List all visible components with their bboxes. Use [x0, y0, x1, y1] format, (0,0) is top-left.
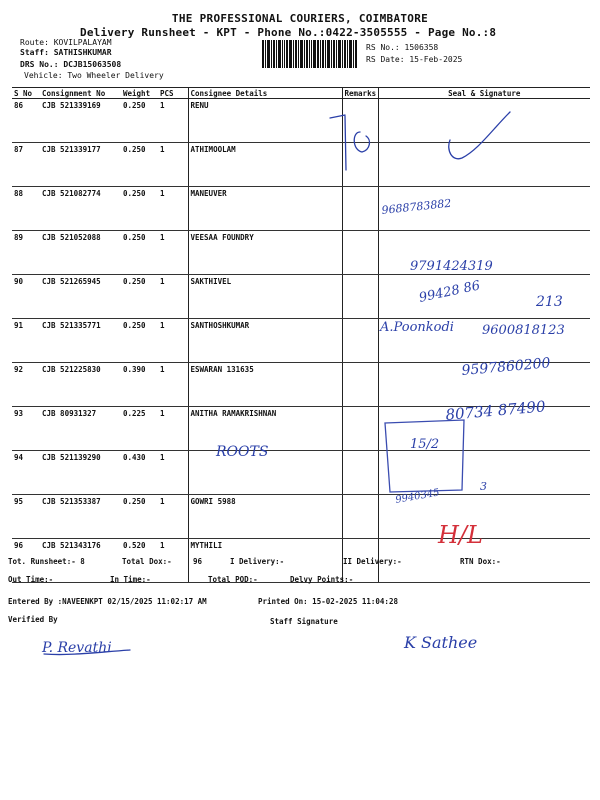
table-row: [12, 319, 590, 363]
table-row: [12, 451, 590, 495]
hl-red-mark: H/L: [438, 521, 483, 549]
cell-sno: 89: [12, 231, 40, 275]
total-dox-value: 96: [193, 557, 203, 566]
barcode-image: [262, 40, 357, 68]
table-row: [12, 143, 590, 187]
cell-sno: 96: [12, 539, 40, 583]
cell-consignee: ATHIMOOLAM: [188, 143, 342, 187]
name-91: A.Poonkodi: [380, 320, 454, 335]
table-row: [12, 231, 590, 275]
cell-remarks: [342, 187, 378, 231]
table-row: [12, 99, 590, 143]
cell-sno: 95: [12, 495, 40, 539]
runsheet-table: [12, 87, 590, 583]
cell-remarks: [342, 319, 378, 363]
cell-remarks: [342, 275, 378, 319]
cell-consignee: GOWRI 5988: [188, 495, 342, 539]
cell-consignee: ANITHA RAMAKRISHNAN: [188, 407, 342, 451]
cell-consignment: CJB 521265945: [40, 275, 121, 319]
cell-weight: 0.430: [121, 451, 158, 495]
cell-pcs: 1: [158, 407, 188, 451]
cell-consignment: CJB 521339177: [40, 143, 121, 187]
cell-pcs: 1: [158, 451, 188, 495]
cell-sno: 90: [12, 275, 40, 319]
cell-consignment: CJB 521082774: [40, 187, 121, 231]
cell-consignment: CJB 521335771: [40, 319, 121, 363]
cell-consignment: CJB 521339169: [40, 99, 121, 143]
phone-91: 9600818123: [482, 323, 565, 338]
ii-delivery: II Delivery:-: [343, 557, 402, 566]
in-time: In Time:-: [110, 575, 151, 584]
col-header-consignee: Consignee Details: [188, 88, 342, 99]
cell-consignee: VEESAA FOUNDRY: [188, 231, 342, 275]
col-header-consignment: Consignment No: [40, 88, 121, 99]
phone-93: 80734 87490: [444, 397, 547, 424]
table-header-row: [12, 88, 590, 99]
cell-consignment: CJB 521225830: [40, 363, 121, 407]
cell-sno: 94: [12, 451, 40, 495]
cell-weight: 0.225: [121, 407, 158, 451]
cell-weight: 0.250: [121, 187, 158, 231]
cell-pcs: 1: [158, 187, 188, 231]
printed-on: Printed On: 15-02-2025 11:04:28: [258, 597, 398, 606]
cell-signature: [378, 451, 590, 495]
out-time: Out Time:-: [8, 575, 54, 584]
drs-label: DRS No.: DCJB15063508: [20, 60, 122, 69]
cell-weight: 0.250: [121, 495, 158, 539]
phone-95: 9940345: [394, 487, 441, 506]
staff-signature: K Sathee: [404, 633, 478, 652]
cell-weight: 0.390: [121, 363, 158, 407]
cell-sno: 91: [12, 319, 40, 363]
cell-signature: [378, 319, 590, 363]
cell-remarks: [342, 231, 378, 275]
col-header-remarks: Remarks: [342, 88, 378, 99]
phone-90: 99428 86: [417, 278, 482, 306]
table-row: [12, 187, 590, 231]
table-row: [12, 275, 590, 319]
cell-signature: [378, 231, 590, 275]
cell-consignment: CJB 521139290: [40, 451, 121, 495]
table-row: [12, 363, 590, 407]
cell-consignment: CJB 521052088: [40, 231, 121, 275]
cell-sno: 92: [12, 363, 40, 407]
phone-88: 9688783882: [380, 196, 452, 217]
cell-weight: 0.520: [121, 539, 158, 583]
route-label: Route: KOVILPALAYAM: [20, 38, 112, 47]
stamp-date: 15/2: [410, 437, 440, 452]
cell-weight: 0.250: [121, 275, 158, 319]
cell-remarks: [342, 363, 378, 407]
col-header-weight: Weight: [121, 88, 158, 99]
rtn-dox: RTN Dox:-: [460, 557, 501, 566]
cell-pcs: 1: [158, 495, 188, 539]
total-dox-label: Total Dox:-: [122, 557, 172, 566]
runsheet-title: Delivery Runsheet - KPT - Phone No.:0422-3505555 - Page No.:8: [80, 26, 497, 39]
number-3: 3: [480, 480, 487, 493]
cell-pcs: 1: [158, 99, 188, 143]
cell-consignee: SANTHOSHKUMAR: [188, 319, 342, 363]
cell-consignment: CJB 80931327: [40, 407, 121, 451]
cell-consignee: SAKTHIVEL: [188, 275, 342, 319]
table-row: [12, 407, 590, 451]
cell-signature: [378, 187, 590, 231]
delvy-points: Delvy Points:-: [290, 575, 354, 584]
phone-92: 9597860200: [460, 355, 552, 379]
cell-sno: 93: [12, 407, 40, 451]
company-title: THE PROFESSIONAL COURIERS, COIMBATORE: [171, 12, 429, 25]
cell-consignee: MANEUVER: [188, 187, 342, 231]
tot-runsheet: Tot. Runsheet:- 8: [8, 557, 85, 566]
cell-signature: [378, 275, 590, 319]
cell-pcs: 1: [158, 275, 188, 319]
cell-sno: 88: [12, 187, 40, 231]
cell-sno: 86: [12, 99, 40, 143]
cell-weight: 0.250: [121, 143, 158, 187]
cell-consignee: [188, 451, 342, 495]
col-header-pcs: PCS: [158, 88, 188, 99]
cell-signature: [378, 363, 590, 407]
staff-label: Staff: SATHISHKUMAR: [20, 48, 112, 57]
col-header-sno: S No: [12, 88, 40, 99]
cell-weight: 0.250: [121, 319, 158, 363]
cell-consignment: CJB 521353387: [40, 495, 121, 539]
cell-consignment: CJB 521343176: [40, 539, 121, 583]
cell-signature: [378, 407, 590, 451]
cell-pcs: 1: [158, 231, 188, 275]
cell-signature: [378, 143, 590, 187]
cell-remarks: [342, 451, 378, 495]
rs-number: RS No.: 1506358: [366, 43, 439, 52]
col-header-signature: Seal & Signature: [378, 88, 590, 99]
cell-remarks: [342, 143, 378, 187]
cell-pcs: 1: [158, 539, 188, 583]
verifier-underline: [44, 650, 130, 655]
cell-remarks: [342, 407, 378, 451]
cell-consignee: MYTHILI: [188, 539, 342, 583]
roots-handwriting: ROOTS: [216, 444, 269, 460]
phone-89: 9791424319: [410, 259, 493, 274]
staff-signature-label: Staff Signature: [270, 617, 338, 626]
i-delivery: I Delivery:-: [230, 557, 285, 566]
cell-sno: 87: [12, 143, 40, 187]
cell-remarks: [342, 495, 378, 539]
cell-signature: [378, 495, 590, 539]
verifier-signature: P. Revathi: [42, 640, 112, 656]
cell-pcs: 1: [158, 319, 188, 363]
cell-consignee: RENU: [188, 99, 342, 143]
cell-weight: 0.250: [121, 99, 158, 143]
cell-signature: [378, 99, 590, 143]
verified-by-label: Verified By: [8, 615, 58, 624]
cell-pcs: 1: [158, 143, 188, 187]
cell-remarks: [342, 99, 378, 143]
vehicle-label: Vehicle: Two Wheeler Delivery: [24, 71, 164, 80]
cell-weight: 0.250: [121, 231, 158, 275]
cell-pcs: 1: [158, 363, 188, 407]
table-row: [12, 495, 590, 539]
cell-consignee: ESWARAN 131635: [188, 363, 342, 407]
total-pod: Total POD:-: [208, 575, 258, 584]
rs-date: RS Date: 15-Feb-2025: [366, 55, 463, 64]
number-213: 213: [536, 294, 563, 310]
entered-by: Entered By :NAVEENKPT 02/15/2025 11:02:17 AM: [8, 597, 207, 606]
